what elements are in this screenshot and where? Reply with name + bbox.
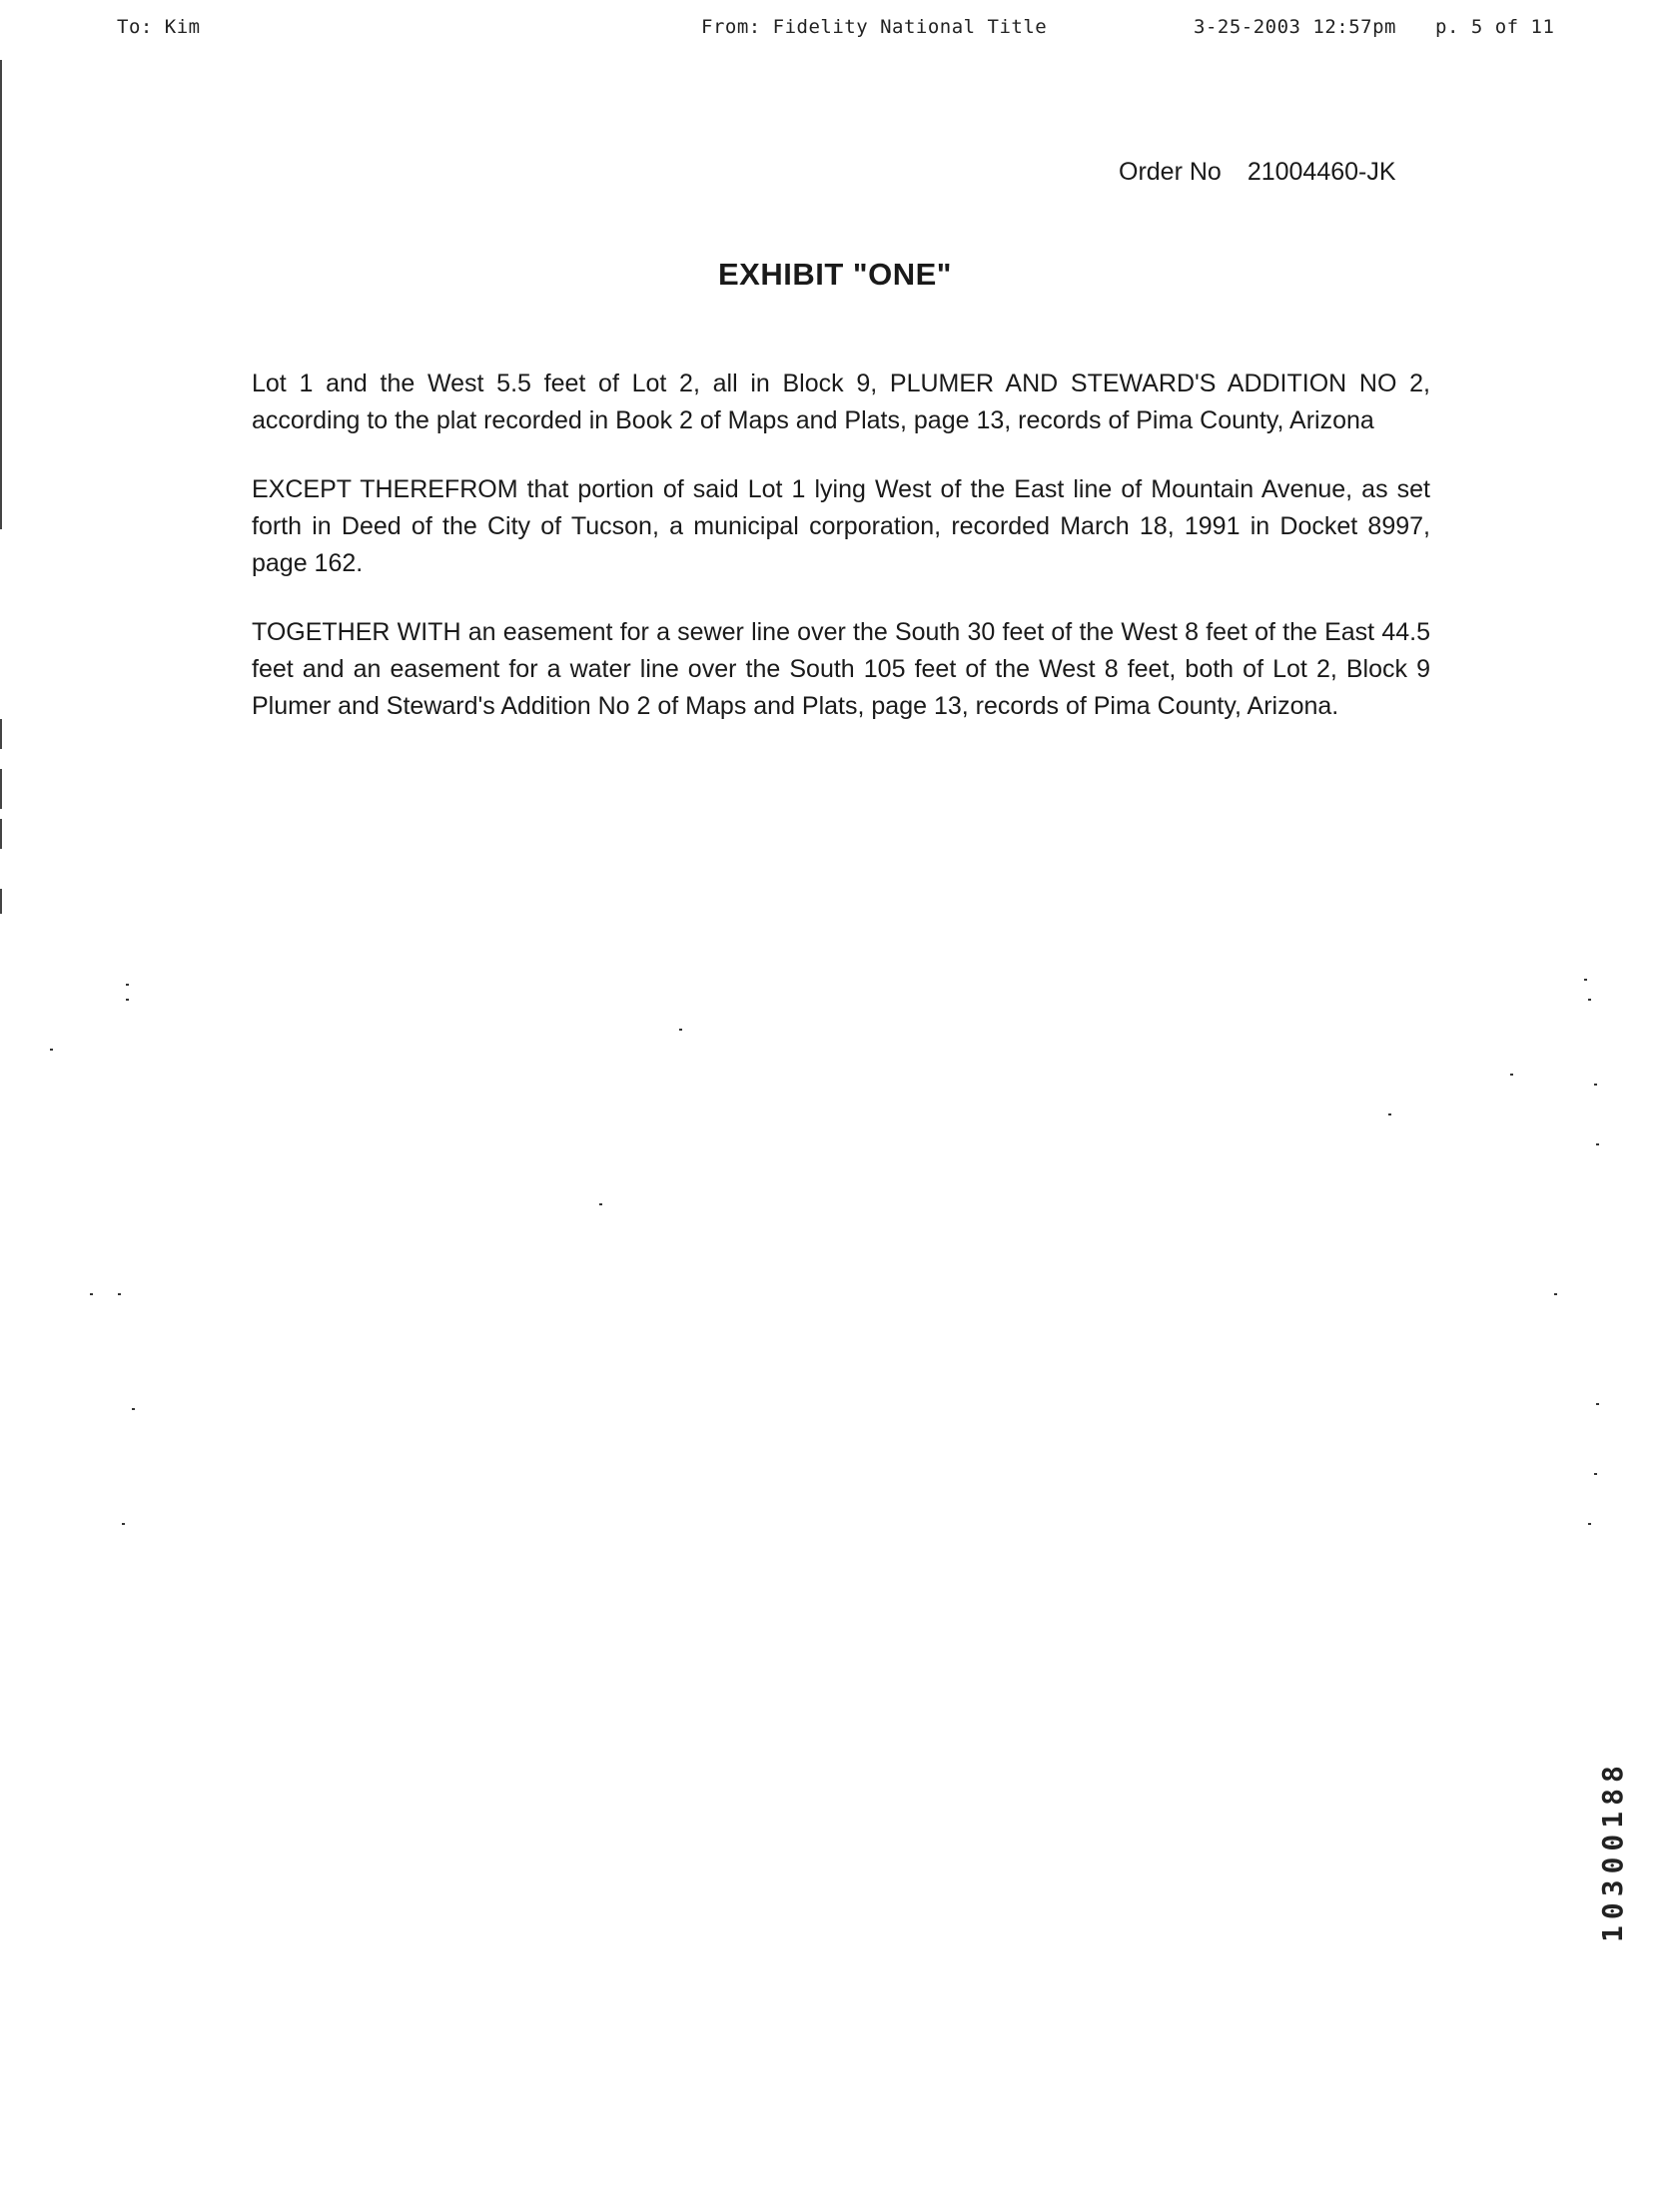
scan-speck xyxy=(90,1293,93,1295)
scan-speck xyxy=(1588,1523,1591,1525)
legal-paragraph-together: TOGETHER WITH an easement for a sewer line over the South 30 feet of the West 8 feet of the East 44.5 feet and an easement for a water line over the South 105 feet of the West 8 feet, both of Lot 2, Block 9 Plumer and Steward's Addition No 2 of Maps and Plats, page 13, records of Pima County, Arizona. xyxy=(252,618,1430,720)
fax-from: From: Fidelity National Title xyxy=(701,16,1048,38)
scan-edge-line xyxy=(0,60,2,529)
scan-speck xyxy=(1596,1143,1599,1145)
bates-stamp-number: 10300188 xyxy=(1596,1760,1629,1942)
scan-speck xyxy=(132,1408,135,1410)
order-number xyxy=(1119,158,1396,187)
scan-edge-mark xyxy=(0,769,2,809)
scan-speck xyxy=(679,1029,682,1031)
scan-edge-mark xyxy=(0,819,2,849)
legal-description xyxy=(252,366,1430,757)
fax-page-number: p. 5 of 11 xyxy=(1435,16,1555,38)
scan-speck xyxy=(1588,999,1591,1001)
scan-speck xyxy=(599,1203,602,1205)
fax-datetime: 3-25-2003 12:57pm xyxy=(1194,16,1396,38)
fax-to: To: Kim xyxy=(117,16,201,38)
scan-speck xyxy=(50,1049,53,1051)
legal-paragraph-except: EXCEPT THEREFROM that portion of said Lot 1 lying West of the East line of Mountain Avenue, as set forth in Deed of the City of Tucson, a municipal corporation, recorded March 18, 1991 in Docket 8997, page 162. xyxy=(252,475,1430,577)
bates-stamp xyxy=(1596,1563,1636,1942)
exhibit-title: EXHIBIT "ONE" xyxy=(718,257,952,292)
scan-speck xyxy=(1596,1403,1599,1405)
order-number-label: Order No xyxy=(1119,158,1222,186)
scan-speck xyxy=(126,999,129,1001)
scan-edge-mark xyxy=(0,719,2,749)
scan-speck xyxy=(1388,1113,1391,1115)
scan-speck xyxy=(1594,1084,1597,1086)
fax-header xyxy=(0,16,1670,46)
order-number-value: 21004460-JK xyxy=(1247,158,1396,186)
scan-speck xyxy=(1554,1293,1557,1295)
scan-speck xyxy=(1584,979,1587,981)
scan-speck xyxy=(1510,1074,1513,1076)
scan-speck xyxy=(122,1523,125,1525)
scan-speck xyxy=(126,984,129,986)
scan-edge-mark xyxy=(0,889,2,914)
legal-paragraph-lot: Lot 1 and the West 5.5 feet of Lot 2, all in Block 9, PLUMER AND STEWARD'S ADDITION NO 2, according to the plat recorded in Book 2 of Maps and Plats, page 13, records of Pima County, Arizona xyxy=(252,369,1430,434)
scan-speck xyxy=(118,1293,121,1295)
scan-speck xyxy=(1594,1473,1597,1475)
